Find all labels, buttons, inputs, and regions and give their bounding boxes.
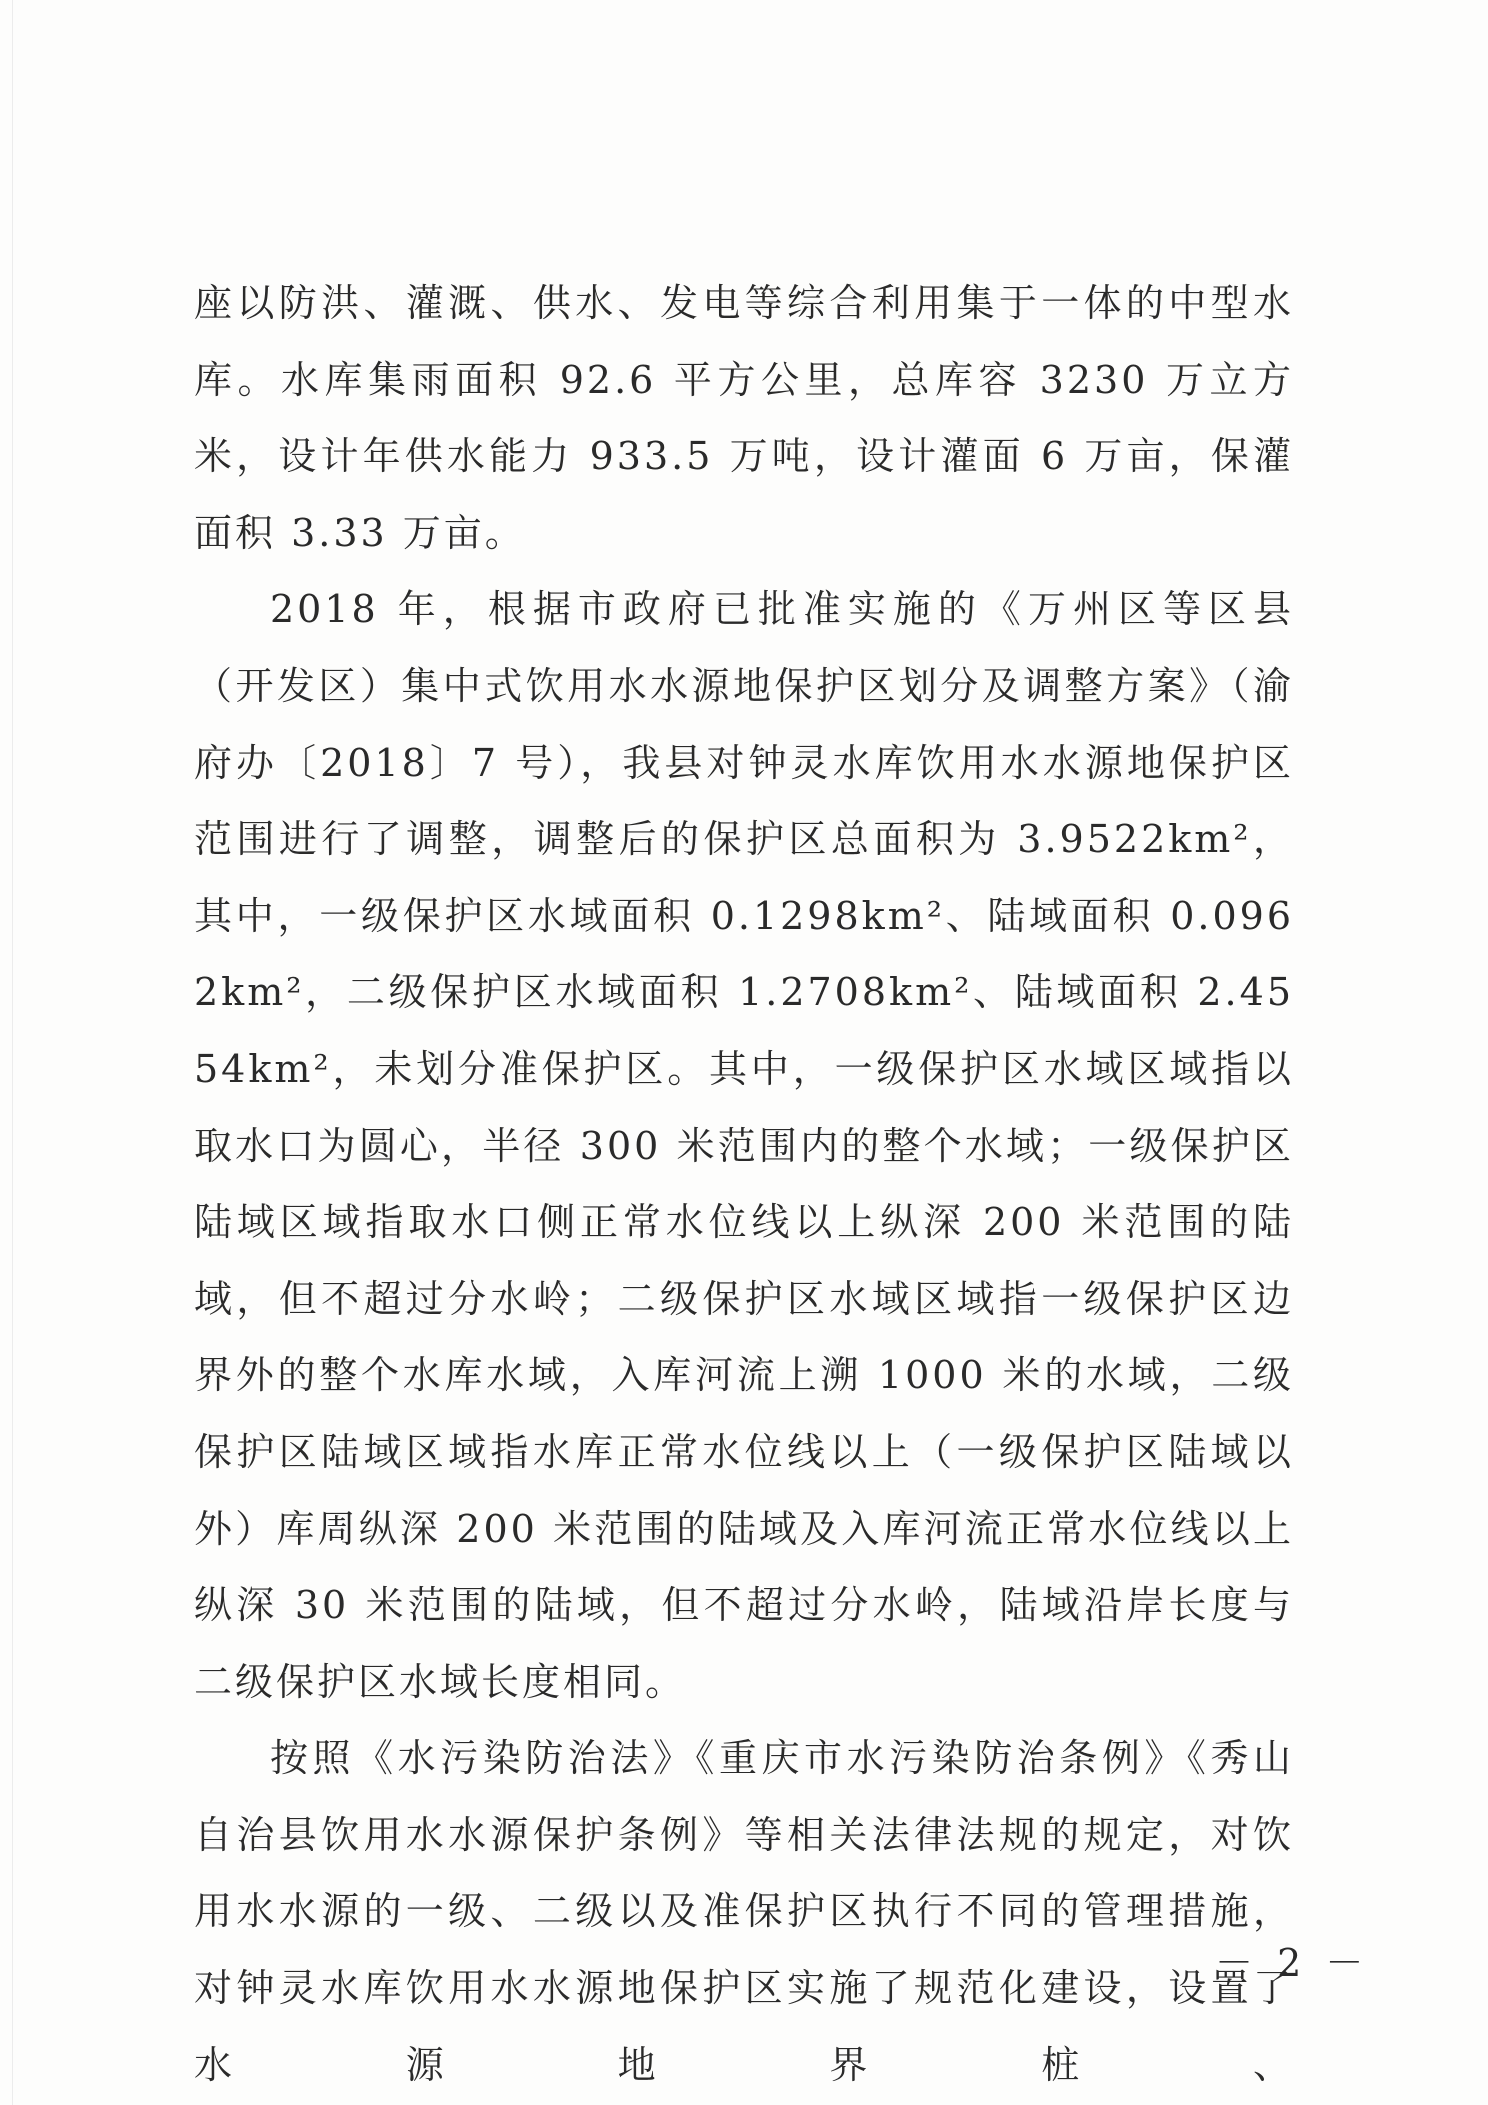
body-text	[194, 265, 1294, 2103]
page-number: － 2 －	[1215, 1941, 1370, 1985]
scan-edge-line	[12, 0, 13, 2105]
paragraph-management-measures: 按照《水污染防治法》《重庆市水污染防治条例》《秀山自治县饮用水水源保护条例》等相关法律法规的规定，对饮用水水源的一级、二级以及准保护区执行不同的管理措施，对钟灵水库饮用水水源地保护区实施了规范化建设，设置了水源地界桩、	[194, 1736, 1294, 2087]
paragraph-reservoir-overview: 座以防洪、灌溉、供水、发电等综合利用集于一体的中型水库。水库集雨面积 92.6 平方公里，总库容 3230 万立方米，设计年供水能力 933.5 万吨，设计灌面 6 万亩，保灌面积 3.33 万亩。	[194, 281, 1294, 555]
paragraph-protection-zone-adjustment: 2018 年，根据市政府已批准实施的《万州区等区县（开发区）集中式饮用水水源地保护区划分及调整方案》（渝府办〔2018〕7 号），我县对钟灵水库饮用水水源地保护区范围进行了调整，调整后的保护区总面积为 3.9522km²，其中，一级保护区水域面积 0.1298km²、陆域面积 0.0962km²，二级保护区水域面积 1.2708km²、陆域面积 2.4554km²，未划分准保护区。其中，一级保护区水域区域指以取水口为圆心，半径 300 米范围内的整个水域；一级保护区陆域区域指取水口侧正常水位线以上纵深 200 米范围的陆域，但不超过分水岭；二级保护区水域区域指一级保护区边界外的整个水库水域，入库河流上溯 1000 米的水域，二级保护区陆域区域指水库正常水位线以上（一级保护区陆域以外）库周纵深 200 米范围的陆域及入库河流正常水位线以上纵深 30 米范围的陆域，但不超过分水岭，陆域沿岸长度与二级保护区水域长度相同。	[194, 587, 1294, 1704]
